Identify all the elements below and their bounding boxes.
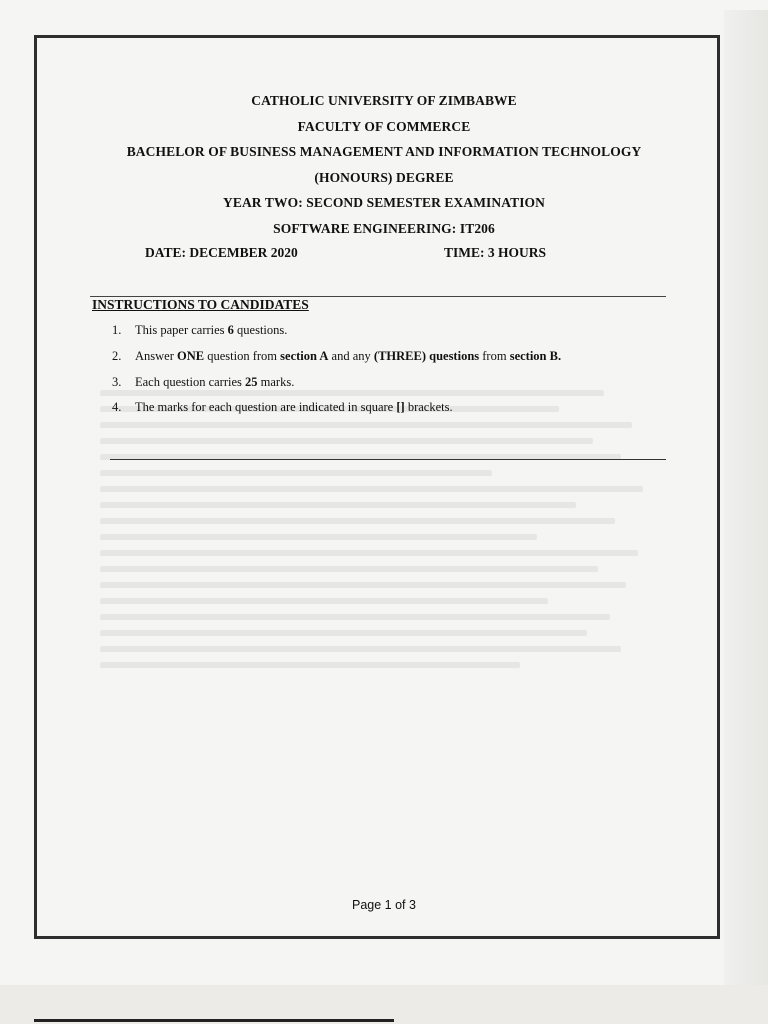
course-title: SOFTWARE ENGINEERING: IT206 [273,220,495,236]
exam-date: DATE: DECEMBER 2020 [145,245,298,260]
instruction-item: 3. Each question carries 25 marks. [112,374,295,389]
divider-bottom [110,459,666,460]
university-name: CATHOLIC UNIVERSITY OF ZIMBABWE [251,93,517,108]
exam-session: YEAR TWO: SECOND SEMESTER EXAMINATION [223,195,545,210]
exam-duration: TIME: 3 HOURS [444,245,547,260]
instructions-list [112,321,561,424]
next-page-border-line [34,1019,394,1022]
exam-header [0,91,768,244]
faculty-name: FACULTY OF COMMERCE [297,118,471,134]
instruction-item: 1. This paper carries 6 questions. [112,323,288,337]
instruction-item: 4. The marks for each question are indicated in square [] brackets. [112,400,453,415]
instructions-heading: INSTRUCTIONS TO CANDIDATES [92,297,309,312]
instruction-item: 2. Answer ONE question from section A and any (THREE) questions from section B. [112,348,562,363]
degree-honours: (HONOURS) DEGREE [314,169,454,185]
degree-name: BACHELOR OF BUSINESS MANAGEMENT AND INFORMATION TECHNOLOGY [126,144,642,159]
page-number: Page 1 of 3 [352,898,416,912]
